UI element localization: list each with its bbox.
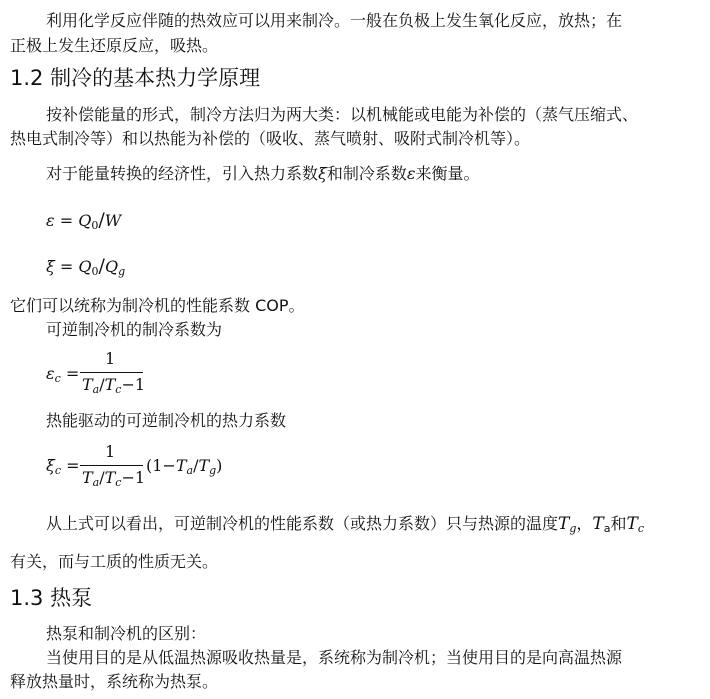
document-page: 利用化学反应伴随的热效应可以用来制冷。一般在负极上发生氧化反应，放热；在 正极上发生还原反应，吸热。 1.2 制冷的基本热力学原理 按补偿能量的形式，制冷方法归为两大类：以机械能或电能为补偿的（蒸气压缩式、 热电式制冷等）和以热能为补偿的（吸收、蒸气喷射、吸附式制冷机等）。 对于能量转换的经济性，引入热力系数ξ和制冷系数ε来衡量。 $\varepsilon = Q_0/W$ $\xi = Q_0/Q_g$ 它们可以统称为制冷机的性能系数 COP。 可逆制冷机的制冷系数为 $\varepsilon_c$ = 1 $T_a/T_c-1$ 热能驱动的可逆制冷机的热力系数 $\xi_c$ = 1 $T_a/T_c-1$ $(1-T_a/T_g)$ 从上式可以看出，可逆制冷机的性能系数（或热力系数）只与热源的温度$T_g$，$T_a$和$T_c$ 有关，而与工质的性质无关。 1.3 热泵 热泵和制冷机的区别： 当使用目的是从低温热源吸收热量是，系统称为制冷机；当使用目的是向高温热源 释放热量时，系统称为热泵。 — [0, 0, 710, 699]
para8: 热泵和制冷机的区别： — [46, 624, 207, 643]
section-heading-1-2 — [10, 64, 260, 92]
section-number: 1.2 — [10, 66, 44, 90]
para3: 对于能量转换的经济性，引入热力系数ξ和制冷系数ε来衡量。 — [46, 164, 480, 183]
equation-epsilon: $\varepsilon = Q_0/W$ — [46, 209, 122, 232]
section-heading-1-3 — [10, 584, 92, 612]
para9-line1: 当使用目的是从低温热源吸收热量是，系统称为制冷机；当使用目的是向高温热源 — [46, 648, 623, 667]
section-number: 1.3 — [10, 586, 44, 610]
para6: 热能驱动的可逆制冷机的热力系数 — [46, 411, 287, 430]
para7: 从上式可以看出，可逆制冷机的性能系数（或热力系数）只与热源的温度$T_g$，$T_a$和$T_c$ — [46, 514, 645, 535]
epsilon-symbol: ε — [406, 164, 416, 183]
para4: 它们可以统称为制冷机的性能系数 COP。 — [10, 296, 305, 315]
para2-line2: 热电式制冷等）和以热能为补偿的（吸收、蒸气喷射、吸附式制冷机等）。 — [10, 129, 531, 148]
section-title: 制冷的基本热力学原理 — [50, 66, 261, 90]
para9-line2: 释放热量时，系统称为热泵。 — [10, 672, 219, 691]
equation-xi: $\xi = Q_0/Q_g$ — [46, 255, 126, 278]
para1-line2: 正极上发生还原反应，吸热。 — [10, 36, 219, 55]
para1-line1: 利用化学反应伴随的热效应可以用来制冷。一般在负极上发生氧化反应，放热；在 — [46, 11, 623, 30]
section-title: 热泵 — [50, 586, 93, 610]
xi-symbol: ξ — [318, 164, 327, 183]
para7-line2: 有关，而与工质的性质无关。 — [10, 552, 219, 571]
para2-line1: 按补偿能量的形式，制冷方法归为两大类：以机械能或电能为补偿的（蒸气压缩式、 — [46, 105, 639, 124]
para5: 可逆制冷机的制冷系数为 — [46, 320, 223, 339]
